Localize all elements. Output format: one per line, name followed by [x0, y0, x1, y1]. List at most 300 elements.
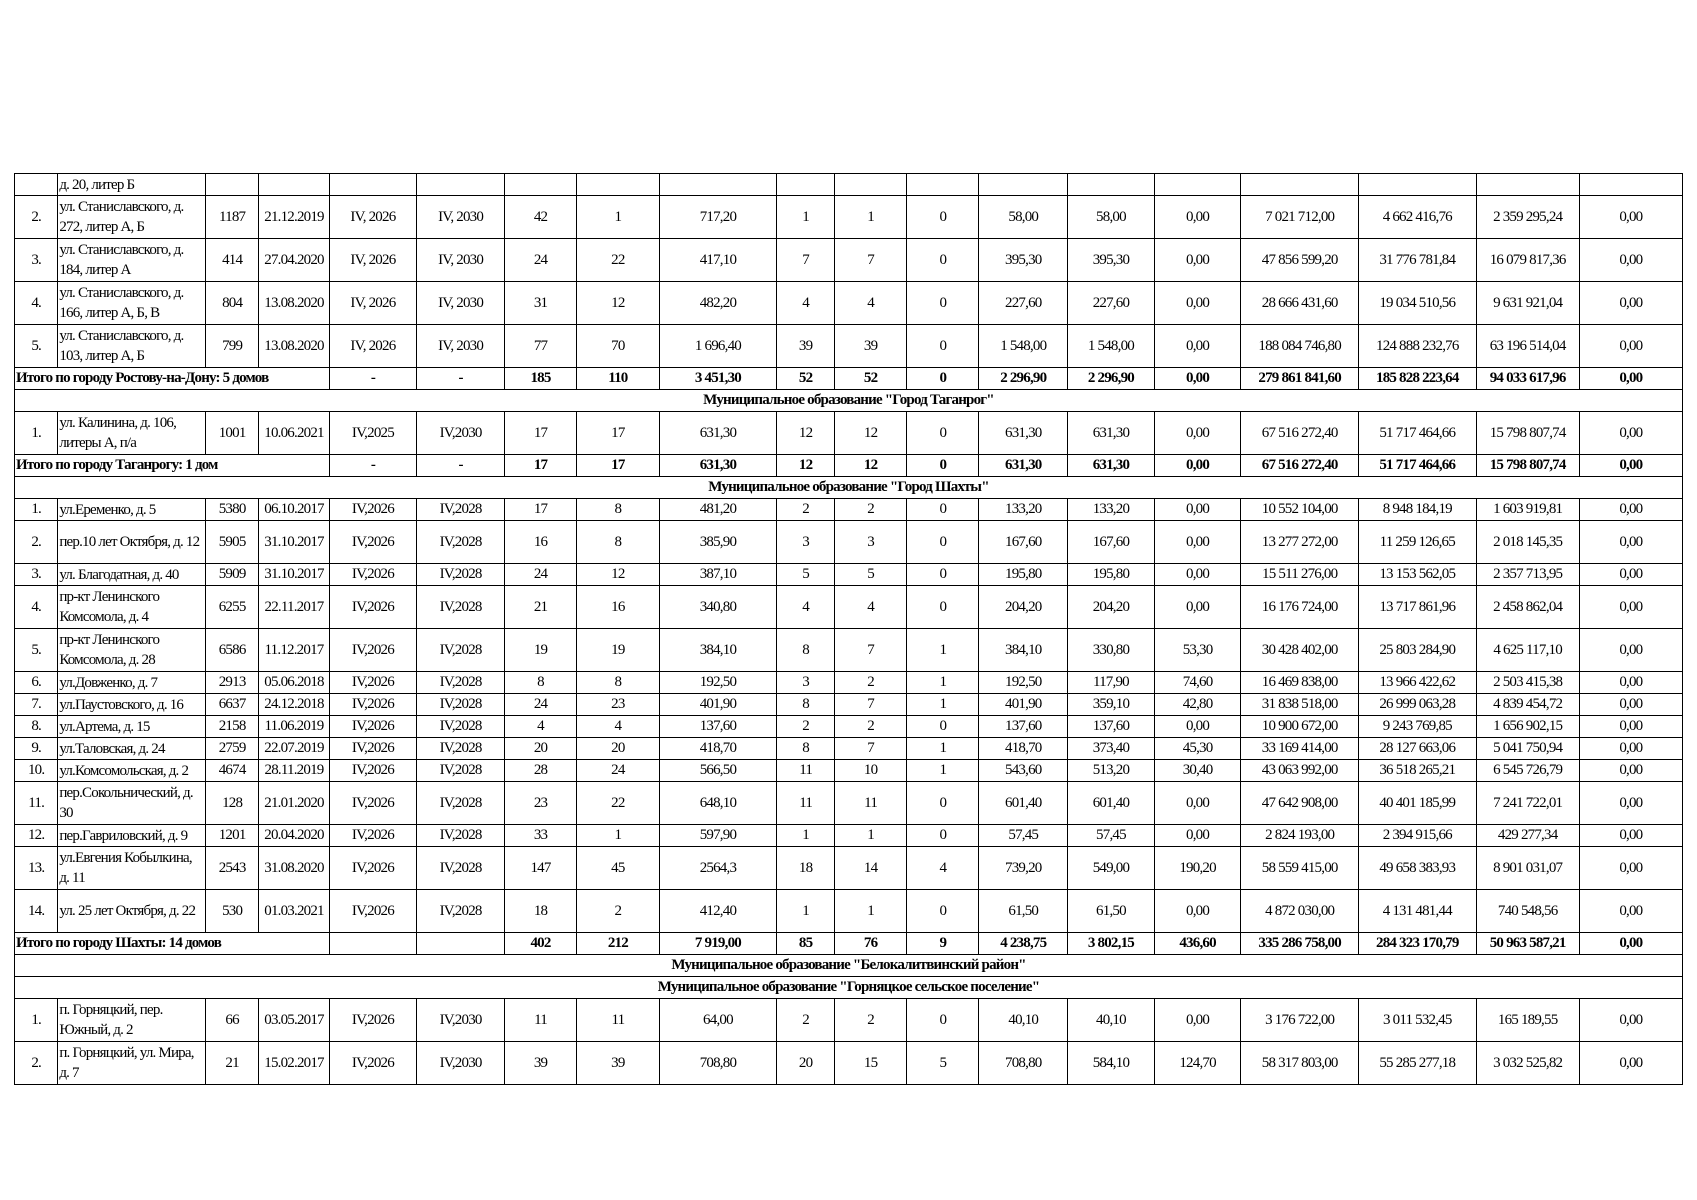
rooms-total: 7 [777, 239, 835, 282]
planned-end: IV,2028 [417, 521, 505, 564]
cost-regional: 4 625 117,10 [1476, 629, 1579, 672]
cost-local: 0,00 [1579, 825, 1682, 847]
area-private: 601,40 [1068, 782, 1155, 825]
area-private: 359,10 [1068, 694, 1155, 716]
total-area: 717,20 [659, 196, 777, 239]
registry-number [205, 174, 259, 196]
row-number: 6. [15, 672, 58, 694]
cost-local: 0,00 [1579, 847, 1682, 890]
residents-count: 24 [504, 239, 576, 282]
cost-fund: 13 153 562,05 [1358, 564, 1476, 586]
total-cost-fund: 284 323 170,79 [1358, 933, 1476, 955]
table-row [15, 586, 1683, 629]
rooms-municipal: 0 [907, 999, 979, 1042]
cost-regional: 8 901 031,07 [1476, 847, 1579, 890]
table-row [15, 738, 1683, 760]
cost-regional: 5 041 750,94 [1476, 738, 1579, 760]
total-cost-local: 0,00 [1579, 933, 1682, 955]
cost-fund: 55 285 277,18 [1358, 1042, 1476, 1085]
rooms-count: 8 [577, 521, 660, 564]
cost-regional: 165 189,55 [1476, 999, 1579, 1042]
total-residents-count: 402 [504, 933, 576, 955]
total-area-private: 2 296,90 [1068, 368, 1155, 390]
residents-count: 77 [504, 325, 576, 368]
rooms-municipal: 0 [907, 564, 979, 586]
planned-start: IV,2026 [329, 847, 417, 890]
row-number: 1. [15, 499, 58, 521]
rooms-private: 2 [835, 716, 907, 738]
residents-count: 33 [504, 825, 576, 847]
cost-total: 33 169 414,00 [1241, 738, 1359, 760]
table-row [15, 629, 1683, 672]
planned-end: IV, 2030 [417, 196, 505, 239]
total-rooms-total: 12 [777, 455, 835, 477]
recognition-date: 28.11.2019 [259, 760, 329, 782]
cost-fund: 36 518 265,21 [1358, 760, 1476, 782]
area-total: 204,20 [979, 586, 1068, 629]
cost-total: 47 642 908,00 [1241, 782, 1359, 825]
total-area: 385,90 [659, 521, 777, 564]
planned-end: IV,2028 [417, 782, 505, 825]
area-municipal: 74,60 [1154, 672, 1241, 694]
cost-regional: 2 458 862,04 [1476, 586, 1579, 629]
planned-start: IV, 2026 [329, 239, 417, 282]
area-municipal: 30,40 [1154, 760, 1241, 782]
area-municipal: 124,70 [1154, 1042, 1241, 1085]
area-total: 167,60 [979, 521, 1068, 564]
rooms-private: 39 [835, 325, 907, 368]
planned-end: IV,2028 [417, 564, 505, 586]
recognition-date: 11.06.2019 [259, 716, 329, 738]
recognition-date: 01.03.2021 [259, 890, 329, 933]
rooms-total: 3 [777, 672, 835, 694]
total-area: 340,80 [659, 586, 777, 629]
cost-total: 58 559 415,00 [1241, 847, 1359, 890]
registry-number: 5905 [205, 521, 259, 564]
rooms-total: 12 [777, 412, 835, 455]
rooms-private [835, 174, 907, 196]
registry-number: 2913 [205, 672, 259, 694]
recognition-date [259, 174, 329, 196]
row-number: 13. [15, 847, 58, 890]
total-residents-count: 185 [504, 368, 576, 390]
planned-start: IV,2026 [329, 629, 417, 672]
rooms-total [777, 174, 835, 196]
cost-regional: 740 548,56 [1476, 890, 1579, 933]
planned-start [329, 174, 417, 196]
area-total: 195,80 [979, 564, 1068, 586]
rooms-municipal: 1 [907, 672, 979, 694]
cost-regional: 63 196 514,04 [1476, 325, 1579, 368]
total-label: Итого по городу Таганрогу: 1 дом [15, 455, 330, 477]
planned-end: IV,2028 [417, 629, 505, 672]
recognition-date: 22.11.2017 [259, 586, 329, 629]
rooms-private: 10 [835, 760, 907, 782]
registry-number: 6586 [205, 629, 259, 672]
area-municipal: 0,00 [1154, 521, 1241, 564]
table-row [15, 716, 1683, 738]
area-municipal: 0,00 [1154, 239, 1241, 282]
planned-start: IV,2026 [329, 672, 417, 694]
total-area: 401,90 [659, 694, 777, 716]
planned-start: IV, 2026 [329, 282, 417, 325]
row-number: 14. [15, 890, 58, 933]
rooms-count: 2 [577, 890, 660, 933]
rooms-total: 3 [777, 521, 835, 564]
area-municipal: 0,00 [1154, 564, 1241, 586]
total-rooms-total: 52 [777, 368, 835, 390]
total-planned-start: - [329, 455, 417, 477]
section-header: Муниципальное образование "Горняцкое сельское поселение" [15, 977, 1683, 999]
table-row [15, 890, 1683, 933]
cost-local: 0,00 [1579, 694, 1682, 716]
total-cost-total: 67 516 272,40 [1241, 455, 1359, 477]
house-address: ул. Станиславского, д. 184, литер А [58, 239, 206, 282]
cost-fund: 9 243 769,85 [1358, 716, 1476, 738]
planned-start: IV, 2026 [329, 196, 417, 239]
rooms-count: 12 [577, 564, 660, 586]
table-row [15, 412, 1683, 455]
house-address: ул. Станиславского, д. 166, литер А, Б, В [58, 282, 206, 325]
total-area: 482,20 [659, 282, 777, 325]
row-number: 4. [15, 282, 58, 325]
total-area: 418,70 [659, 738, 777, 760]
total-area-municipal: 0,00 [1154, 455, 1241, 477]
area-private: 549,00 [1068, 847, 1155, 890]
recognition-date: 22.07.2019 [259, 738, 329, 760]
total-cost-local: 0,00 [1579, 455, 1682, 477]
total-rooms-private: 52 [835, 368, 907, 390]
cost-local: 0,00 [1579, 586, 1682, 629]
recognition-date: 31.08.2020 [259, 847, 329, 890]
cost-local [1579, 174, 1682, 196]
residents-count: 17 [504, 412, 576, 455]
total-area: 412,40 [659, 890, 777, 933]
area-private: 227,60 [1068, 282, 1155, 325]
residents-count: 11 [504, 999, 576, 1042]
area-municipal: 0,00 [1154, 282, 1241, 325]
planned-end: IV,2028 [417, 825, 505, 847]
cost-fund: 25 803 284,90 [1358, 629, 1476, 672]
table-row [15, 1042, 1683, 1085]
planned-end: IV,2028 [417, 672, 505, 694]
cost-local: 0,00 [1579, 782, 1682, 825]
cost-total [1241, 174, 1359, 196]
house-address: ул.Евгения Кобылкина, д. 11 [58, 847, 206, 890]
cost-fund: 19 034 510,56 [1358, 282, 1476, 325]
rooms-total: 20 [777, 1042, 835, 1085]
row-number: 2. [15, 196, 58, 239]
total-label: Итого по городу Шахты: 14 домов [15, 933, 330, 955]
total-row [15, 933, 1683, 955]
registry-number: 2759 [205, 738, 259, 760]
table-row [15, 521, 1683, 564]
planned-start: IV,2026 [329, 760, 417, 782]
area-total: 631,30 [979, 412, 1068, 455]
cost-fund: 2 394 915,66 [1358, 825, 1476, 847]
row-number: 1. [15, 412, 58, 455]
total-area-municipal: 0,00 [1154, 368, 1241, 390]
recognition-date: 06.10.2017 [259, 499, 329, 521]
recognition-date: 24.12.2018 [259, 694, 329, 716]
table-row [15, 499, 1683, 521]
cost-local: 0,00 [1579, 564, 1682, 586]
rooms-count: 16 [577, 586, 660, 629]
cost-total: 3 176 722,00 [1241, 999, 1359, 1042]
row-number: 4. [15, 586, 58, 629]
area-private: 167,60 [1068, 521, 1155, 564]
cost-fund: 8 948 184,19 [1358, 499, 1476, 521]
rooms-private: 1 [835, 196, 907, 239]
house-address: ул. Станиславского, д. 103, литер А, Б [58, 325, 206, 368]
cost-local: 0,00 [1579, 521, 1682, 564]
cost-total: 4 872 030,00 [1241, 890, 1359, 933]
total-cost-regional: 15 798 807,74 [1476, 455, 1579, 477]
registry-number: 128 [205, 782, 259, 825]
total-total-area: 7 919,00 [659, 933, 777, 955]
area-total: 137,60 [979, 716, 1068, 738]
rooms-private: 7 [835, 738, 907, 760]
rooms-total: 18 [777, 847, 835, 890]
cost-regional: 4 839 454,72 [1476, 694, 1579, 716]
rooms-private: 15 [835, 1042, 907, 1085]
total-area-municipal: 436,60 [1154, 933, 1241, 955]
section-header-row [15, 390, 1683, 412]
planned-end [417, 174, 505, 196]
cost-total: 16 176 724,00 [1241, 586, 1359, 629]
cost-total: 10 552 104,00 [1241, 499, 1359, 521]
planned-start: IV,2026 [329, 564, 417, 586]
total-area: 64,00 [659, 999, 777, 1042]
row-number: 9. [15, 738, 58, 760]
registry-number: 2543 [205, 847, 259, 890]
cost-fund: 4 131 481,44 [1358, 890, 1476, 933]
rooms-total: 2 [777, 716, 835, 738]
area-total: 1 548,00 [979, 325, 1068, 368]
rooms-private: 7 [835, 239, 907, 282]
cost-regional: 6 545 726,79 [1476, 760, 1579, 782]
area-total: 395,30 [979, 239, 1068, 282]
area-municipal: 0,00 [1154, 499, 1241, 521]
rooms-municipal: 0 [907, 782, 979, 825]
planned-start: IV,2026 [329, 738, 417, 760]
rooms-municipal: 1 [907, 694, 979, 716]
cost-regional: 1 603 919,81 [1476, 499, 1579, 521]
total-area: 481,20 [659, 499, 777, 521]
cost-total: 13 277 272,00 [1241, 521, 1359, 564]
registry-number: 6255 [205, 586, 259, 629]
total-area: 192,50 [659, 672, 777, 694]
cost-total: 16 469 838,00 [1241, 672, 1359, 694]
planned-end: IV,2028 [417, 760, 505, 782]
rooms-count: 1 [577, 196, 660, 239]
cost-fund: 13 966 422,62 [1358, 672, 1476, 694]
residents-count: 23 [504, 782, 576, 825]
planned-start: IV,2026 [329, 499, 417, 521]
total-area: 708,80 [659, 1042, 777, 1085]
table-row [15, 196, 1683, 239]
area-municipal: 0,00 [1154, 890, 1241, 933]
total-area: 417,10 [659, 239, 777, 282]
cost-fund: 4 662 416,76 [1358, 196, 1476, 239]
planned-end: IV, 2030 [417, 239, 505, 282]
area-private: 395,30 [1068, 239, 1155, 282]
residents-count: 28 [504, 760, 576, 782]
row-number: 3. [15, 239, 58, 282]
planned-start: IV,2026 [329, 521, 417, 564]
total-rooms-count: 212 [577, 933, 660, 955]
area-municipal: 0,00 [1154, 196, 1241, 239]
registry-number: 21 [205, 1042, 259, 1085]
area-private: 631,30 [1068, 412, 1155, 455]
rooms-count: 22 [577, 782, 660, 825]
planned-end: IV,2028 [417, 586, 505, 629]
residents-count: 147 [504, 847, 576, 890]
section-header-row [15, 977, 1683, 999]
cost-total: 28 666 431,60 [1241, 282, 1359, 325]
rooms-private: 2 [835, 499, 907, 521]
cost-fund: 31 776 781,84 [1358, 239, 1476, 282]
planned-end: IV,2028 [417, 847, 505, 890]
total-rooms-count: 17 [577, 455, 660, 477]
planned-end: IV,2028 [417, 738, 505, 760]
house-address: ул.Артема, д. 15 [58, 716, 206, 738]
planned-end: IV,2028 [417, 694, 505, 716]
rooms-total: 4 [777, 282, 835, 325]
area-municipal: 45,30 [1154, 738, 1241, 760]
registry-number: 5909 [205, 564, 259, 586]
total-residents-count: 17 [504, 455, 576, 477]
registry-number: 5380 [205, 499, 259, 521]
area-total: 227,60 [979, 282, 1068, 325]
cost-total: 7 021 712,00 [1241, 196, 1359, 239]
recognition-date: 31.10.2017 [259, 521, 329, 564]
recognition-date: 21.01.2020 [259, 782, 329, 825]
cost-fund [1358, 174, 1476, 196]
cost-fund: 3 011 532,45 [1358, 999, 1476, 1042]
rooms-municipal: 0 [907, 521, 979, 564]
cost-regional: 15 798 807,74 [1476, 412, 1579, 455]
housing-program-table [14, 173, 1683, 1085]
total-cost-local: 0,00 [1579, 368, 1682, 390]
cost-local: 0,00 [1579, 412, 1682, 455]
house-address: ул.Паустовского, д. 16 [58, 694, 206, 716]
rooms-total: 1 [777, 890, 835, 933]
area-municipal: 0,00 [1154, 325, 1241, 368]
rooms-municipal: 4 [907, 847, 979, 890]
area-municipal: 0,00 [1154, 825, 1241, 847]
total-planned-start: - [329, 368, 417, 390]
planned-end: IV,2030 [417, 999, 505, 1042]
cost-total: 188 084 746,80 [1241, 325, 1359, 368]
rooms-private: 1 [835, 825, 907, 847]
total-area: 137,60 [659, 716, 777, 738]
house-address: пр-кт Ленинского Комсомола, д. 4 [58, 586, 206, 629]
cost-local: 0,00 [1579, 890, 1682, 933]
total-cost-regional: 94 033 617,96 [1476, 368, 1579, 390]
cost-fund: 51 717 464,66 [1358, 412, 1476, 455]
registry-number: 4674 [205, 760, 259, 782]
planned-end: IV,2030 [417, 412, 505, 455]
total-area: 1 696,40 [659, 325, 777, 368]
planned-start: IV,2025 [329, 412, 417, 455]
cost-total: 2 824 193,00 [1241, 825, 1359, 847]
cost-fund: 49 658 383,93 [1358, 847, 1476, 890]
total-area-total: 4 238,75 [979, 933, 1068, 955]
row-number: 8. [15, 716, 58, 738]
rooms-municipal: 0 [907, 325, 979, 368]
total-rooms-private: 12 [835, 455, 907, 477]
total-area: 2564,3 [659, 847, 777, 890]
total-area-private: 631,30 [1068, 455, 1155, 477]
rooms-municipal: 0 [907, 282, 979, 325]
area-private: 133,20 [1068, 499, 1155, 521]
area-private [1068, 174, 1155, 196]
row-number: 5. [15, 325, 58, 368]
rooms-private: 2 [835, 999, 907, 1042]
total-cost-regional: 50 963 587,21 [1476, 933, 1579, 955]
residents-count: 24 [504, 694, 576, 716]
cost-local: 0,00 [1579, 282, 1682, 325]
rooms-private: 4 [835, 282, 907, 325]
section-header: Муниципальное образование "Город Таганрог" [15, 390, 1683, 412]
total-rooms-count: 110 [577, 368, 660, 390]
table-row [15, 760, 1683, 782]
rooms-municipal: 0 [907, 412, 979, 455]
registry-number: 530 [205, 890, 259, 933]
area-private: 195,80 [1068, 564, 1155, 586]
total-row [15, 368, 1683, 390]
house-address: пер.Гавриловский, д. 9 [58, 825, 206, 847]
cost-local: 0,00 [1579, 196, 1682, 239]
rooms-private: 7 [835, 629, 907, 672]
house-address: д. 20, литер Б [58, 174, 206, 196]
cost-total: 58 317 803,00 [1241, 1042, 1359, 1085]
total-rooms-total: 85 [777, 933, 835, 955]
rooms-private: 1 [835, 890, 907, 933]
area-municipal: 53,30 [1154, 629, 1241, 672]
document-sheet [14, 173, 1683, 1085]
row-number: 7. [15, 694, 58, 716]
rooms-total: 2 [777, 499, 835, 521]
rooms-private: 11 [835, 782, 907, 825]
area-municipal: 190,20 [1154, 847, 1241, 890]
area-municipal: 0,00 [1154, 412, 1241, 455]
area-private: 58,00 [1068, 196, 1155, 239]
area-total [979, 174, 1068, 196]
residents-count: 17 [504, 499, 576, 521]
cost-regional: 2 503 415,38 [1476, 672, 1579, 694]
cost-total: 31 838 518,00 [1241, 694, 1359, 716]
area-total: 133,20 [979, 499, 1068, 521]
rooms-total: 1 [777, 196, 835, 239]
registry-number: 6637 [205, 694, 259, 716]
area-total: 57,45 [979, 825, 1068, 847]
area-total: 543,60 [979, 760, 1068, 782]
area-private: 373,40 [1068, 738, 1155, 760]
recognition-date: 13.08.2020 [259, 282, 329, 325]
cost-local: 0,00 [1579, 760, 1682, 782]
residents-count: 39 [504, 1042, 576, 1085]
planned-end: IV, 2030 [417, 325, 505, 368]
section-header-row [15, 477, 1683, 499]
recognition-date: 10.06.2021 [259, 412, 329, 455]
area-private: 61,50 [1068, 890, 1155, 933]
total-planned-start [329, 933, 417, 955]
planned-end: IV,2028 [417, 890, 505, 933]
area-total: 58,00 [979, 196, 1068, 239]
rooms-count: 4 [577, 716, 660, 738]
